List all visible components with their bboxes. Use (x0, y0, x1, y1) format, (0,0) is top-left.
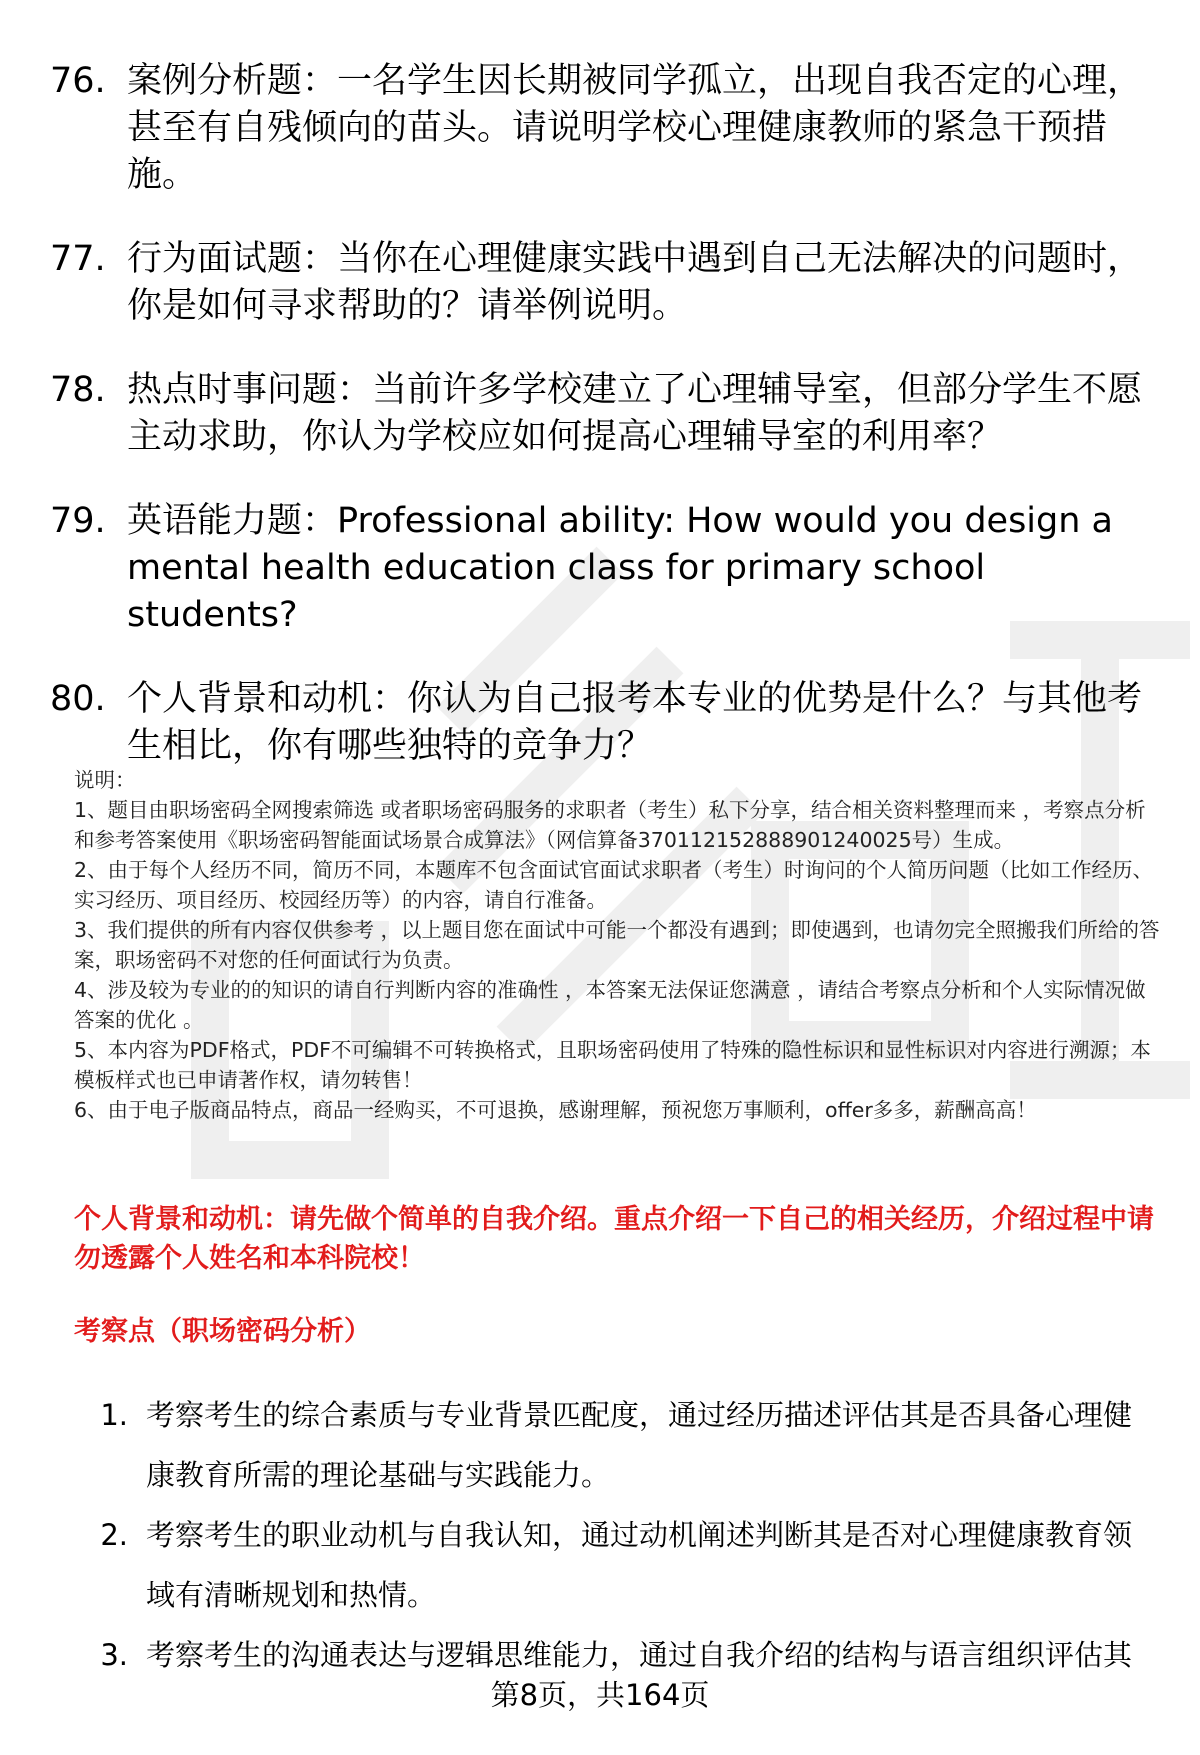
question-number: 78. (50, 370, 106, 410)
note-item: 4、涉及较为专业的的知识的请自行判断内容的准确性 ，本答案无法保证您满意 ，请结合考察点分析和个人实际情况做答案的优化 。 (74, 978, 1146, 1032)
analysis-point (80, 1505, 1160, 1625)
page-footer: 第8页，共164页 (490, 1678, 710, 1712)
question-text: 案例分析题：一名学生因长期被同学孤立，出现自我否定的心理，甚至有自残倾向的苗头。请说明学校心理健康教师的紧急干预措施。 (127, 61, 1143, 195)
question-item (50, 367, 1150, 461)
highlight-question: 个人背景和动机：请先做个简单的自我介绍。重点介绍一下自己的相关经历，介绍过程中请勿透露个人姓名和本科院校！ (74, 1204, 1154, 1274)
point-number: 1. (100, 1398, 128, 1432)
question-item (50, 236, 1150, 330)
question-number: 79. (50, 501, 106, 541)
analysis-point-list (80, 1385, 1160, 1685)
note-item: 5、本内容为PDF格式，PDF不可编辑不可转换格式，且职场密码使用了特殊的隐性标识和显性标识对内容进行溯源；本模板样式也已申请著作权，请勿转售！ (74, 1038, 1151, 1092)
question-text: 热点时事问题：当前许多学校建立了心理辅导室，但部分学生不愿主动求助，你认为学校应如何提高心理辅导室的利用率？ (127, 370, 1143, 457)
analysis-point (80, 1385, 1160, 1505)
point-number: 2. (100, 1518, 128, 1552)
question-text: 英语能力题：Professional ability: How would you design a mental health education class for primary school students? (127, 501, 1113, 635)
question-number: 76. (50, 61, 106, 101)
question-number: 77. (50, 239, 106, 279)
note-item: 6、由于电子版商品特点，商品一经购买，不可退换，感谢理解，预祝您万事顺利，offer多多，薪酬高高！ (74, 1098, 1037, 1122)
point-text: 考察考生的职业动机与自我认知，通过动机阐述判断其是否对心理健康教育领域有清晰规划和热情。 (146, 1518, 1133, 1612)
note-item: 3、我们提供的所有内容仅供参考 ，以上题目您在面试中可能一个都没有遇到；即使遇到，也请勿完全照搬我们所给的答案，职场密码不对您的任何面试行为负责。 (74, 918, 1160, 972)
notes-title: 说明： (74, 768, 136, 792)
question-number: 80. (50, 679, 106, 719)
question-item (50, 58, 1150, 199)
question-item (50, 498, 1150, 639)
point-text: 考察考生的综合素质与专业背景匹配度，通过经历描述评估其是否具备心理健康教育所需的理论基础与实践能力。 (146, 1398, 1133, 1492)
notes-section (74, 765, 1164, 1125)
analysis-heading: 考察点（职场密码分析） (74, 1316, 371, 1347)
question-item (50, 676, 1150, 770)
question-list (50, 58, 1150, 807)
point-number: 3. (100, 1638, 128, 1672)
note-item: 2、由于每个人经历不同，简历不同，本题库不包含面试官面试求职者（考生）时询问的个人简历问题（比如工作经历、实习经历、项目经历、校园经历等）的内容，请自行准备。 (74, 858, 1154, 912)
question-text: 个人背景和动机：你认为自己报考本专业的优势是什么？与其他考生相比，你有哪些独特的竞争力？ (127, 679, 1143, 766)
note-item: 1、题目由职场密码全网搜索筛选 或者职场密码服务的求职者（考生）私下分享，结合相关资料整理而来 ，考察点分析和参考答案使用《职场密码智能面试场景合成算法》（网信算备370112152888901240025号）生成。 (74, 798, 1146, 852)
point-text: 考察考生的沟通表达与逻辑思维能力，通过自我介绍的结构与语言组织评估其 (146, 1638, 1133, 1672)
question-text: 行为面试题：当你在心理健康实践中遇到自己无法解决的问题时，你是如何寻求帮助的？请举例说明。 (127, 239, 1143, 326)
